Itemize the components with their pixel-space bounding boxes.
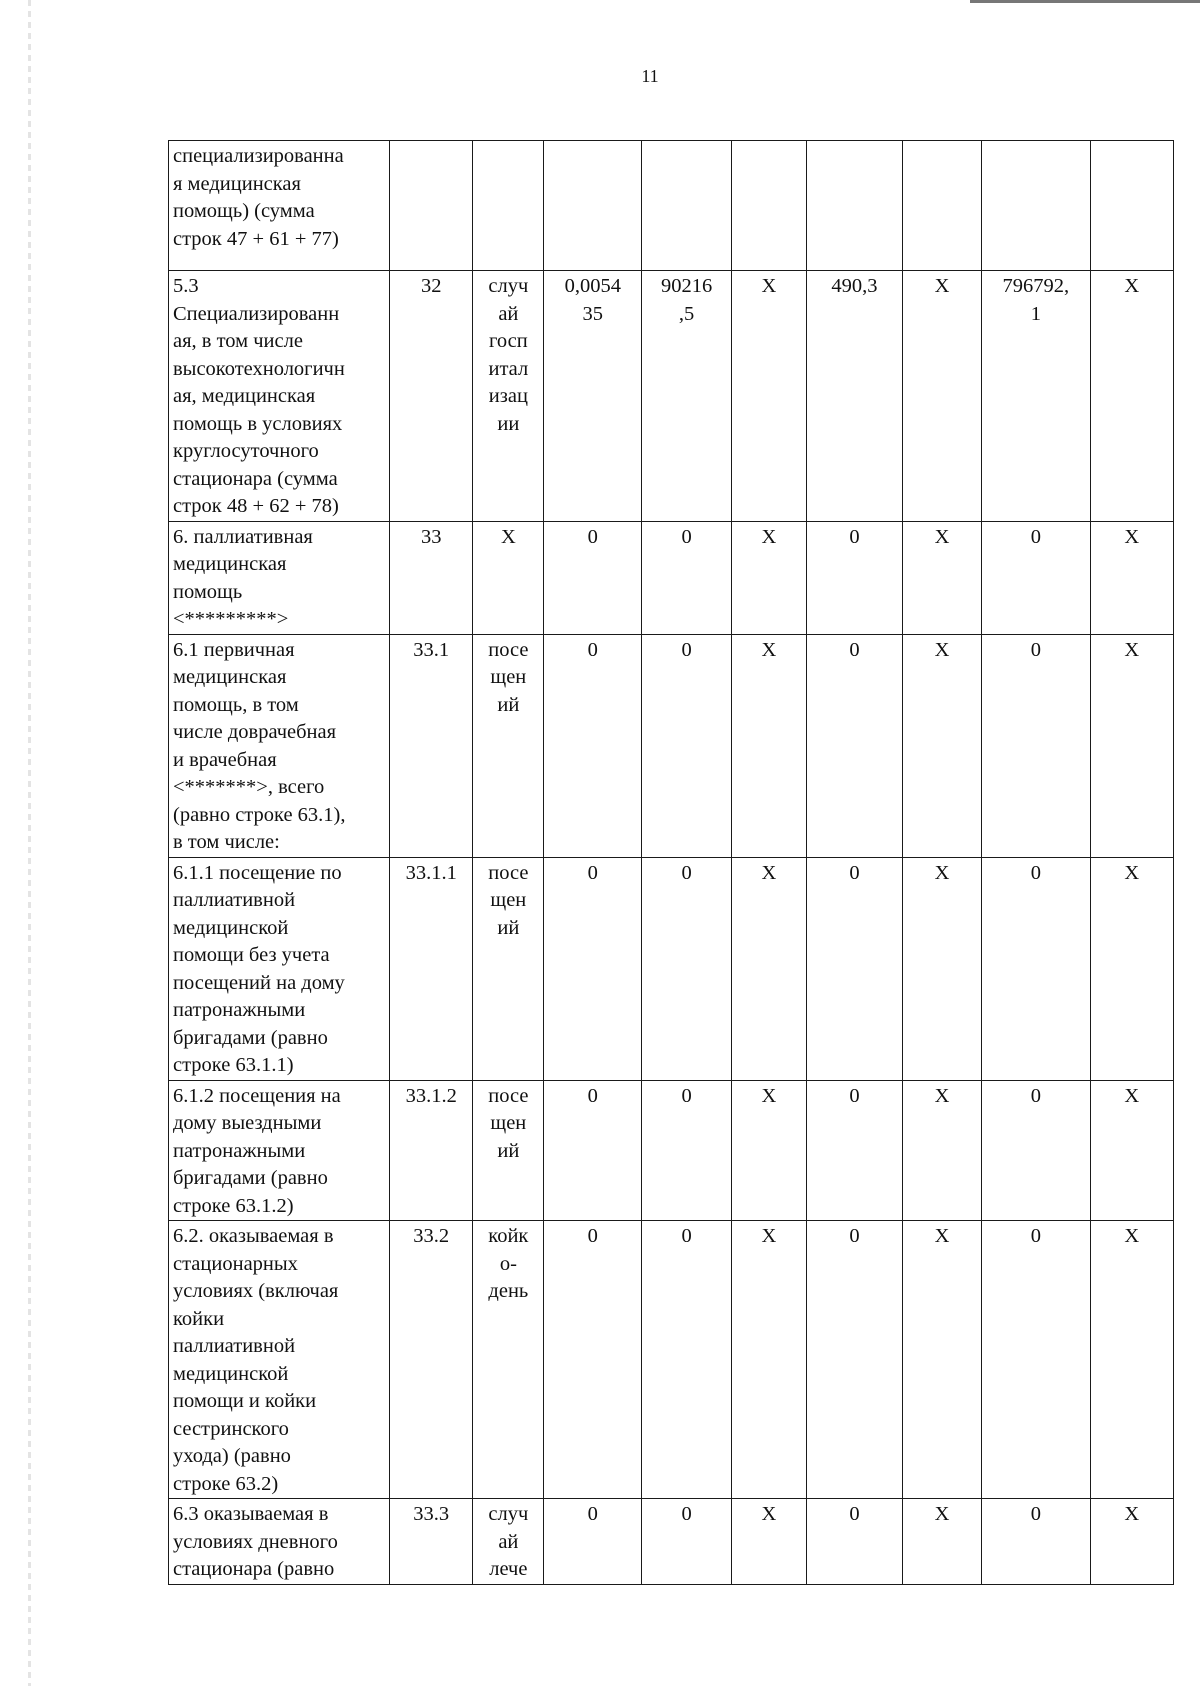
row-name-cell-text: 6.1 первичная медицинская помощь, в том числе доврачебная и врачебная <*******>, всего (равно строке 63.1), в том числе: xyxy=(173,638,346,853)
unit-cell-text: посе щен ий xyxy=(488,861,529,939)
value-cell xyxy=(902,1499,981,1585)
row-number-cell-text: 33.2 xyxy=(413,1225,450,1247)
value-cell-text: 0 xyxy=(1030,1503,1041,1525)
value-cell xyxy=(982,634,1090,857)
value-cell xyxy=(731,1080,806,1221)
value-cell-text: Х xyxy=(761,1225,777,1247)
table-row xyxy=(169,141,1174,271)
row-name-cell xyxy=(169,634,390,857)
value-cell-text: 0,0054 35 xyxy=(564,275,621,325)
value-cell-text: Х xyxy=(934,275,950,297)
row-number-cell xyxy=(390,1080,473,1221)
value-cell-text: 0 xyxy=(587,525,598,548)
value-cell xyxy=(544,521,642,634)
value-cell-text: 0 xyxy=(681,525,692,548)
value-cell-text: 0 xyxy=(1030,525,1041,548)
value-cell xyxy=(1090,857,1173,1080)
value-cell xyxy=(1090,634,1173,857)
value-cell xyxy=(1090,1221,1173,1499)
value-cell xyxy=(544,141,642,271)
value-cell xyxy=(642,141,732,271)
value-cell xyxy=(642,1221,732,1499)
scan-edge xyxy=(28,0,31,1686)
value-cell xyxy=(806,521,902,634)
value-cell-text: 0 xyxy=(1030,1225,1041,1247)
row-number-cell-text: 33.1.2 xyxy=(405,1084,457,1107)
value-cell-text: 0 xyxy=(587,638,598,661)
table-row xyxy=(169,271,1174,522)
value-cell xyxy=(902,521,981,634)
value-cell xyxy=(982,1221,1090,1499)
row-name-cell-text: специализированна я медицинская помощь) (сумма строк 47 + 61 + 77) xyxy=(173,145,344,250)
unit-cell xyxy=(473,634,544,857)
value-cell-text: Х xyxy=(1124,525,1140,548)
value-cell xyxy=(544,1499,642,1585)
value-cell xyxy=(544,1221,642,1499)
value-cell-text: 0 xyxy=(849,1503,860,1525)
row-name-cell xyxy=(169,521,390,634)
value-cell xyxy=(902,1080,981,1221)
value-cell xyxy=(806,857,902,1080)
value-cell-text: Х xyxy=(934,525,950,548)
value-cell xyxy=(642,857,732,1080)
row-number-cell-text: 33.1.1 xyxy=(405,861,457,884)
row-number-cell xyxy=(390,1221,473,1499)
value-cell-text: 0 xyxy=(849,1225,860,1247)
value-cell xyxy=(642,634,732,857)
unit-cell xyxy=(473,857,544,1080)
value-cell-text: Х xyxy=(934,861,950,884)
value-cell-text: 0 xyxy=(849,861,860,884)
row-number-cell xyxy=(390,857,473,1080)
value-cell xyxy=(982,141,1090,271)
value-cell-text: 0 xyxy=(587,1503,598,1525)
unit-cell-text: случ ай лече xyxy=(488,1503,529,1580)
value-cell-text: Х xyxy=(1124,1503,1140,1525)
unit-cell xyxy=(473,521,544,634)
value-cell xyxy=(806,1221,902,1499)
row-name-cell-text: 5.3 Специализированн ая, в том числе высокотехнологичн ая, медицинская помощь в условиях круглосуточного стационара (сумма строк 48 + 62 + 78) xyxy=(173,275,345,517)
unit-cell-text: посе щен ий xyxy=(488,1084,529,1162)
value-cell-text: 90216 ,5 xyxy=(660,275,713,325)
row-name-cell xyxy=(169,1221,390,1499)
value-cell xyxy=(1090,1499,1173,1585)
unit-cell-text: Х xyxy=(500,525,516,548)
value-cell xyxy=(642,271,732,522)
value-cell xyxy=(902,141,981,271)
row-number-cell xyxy=(390,271,473,522)
value-cell-text: Х xyxy=(761,525,777,548)
row-number-cell xyxy=(390,141,473,271)
value-cell xyxy=(982,521,1090,634)
value-cell xyxy=(982,1080,1090,1221)
value-cell xyxy=(1090,141,1173,271)
value-cell xyxy=(544,271,642,522)
row-number-cell-text: 33.3 xyxy=(413,1503,450,1525)
value-cell xyxy=(806,1499,902,1585)
row-name-cell xyxy=(169,1080,390,1221)
value-cell-text: 0 xyxy=(681,1084,692,1107)
value-cell-text: Х xyxy=(761,275,777,297)
row-number-cell xyxy=(390,521,473,634)
value-cell-text: Х xyxy=(934,1225,950,1247)
value-cell xyxy=(902,857,981,1080)
value-cell xyxy=(1090,1080,1173,1221)
row-name-cell-text: 6.1.1 посещение по паллиативной медицинской помощи без учета посещений на дому патронажными бригадами (равно строке 63.1.1) xyxy=(173,861,345,1076)
unit-cell-text: случ ай госп итал изац ии xyxy=(488,275,529,435)
unit-cell xyxy=(473,1080,544,1221)
table-body xyxy=(169,141,1174,1585)
unit-cell xyxy=(473,271,544,522)
unit-cell xyxy=(473,141,544,271)
document-table-wrap xyxy=(168,140,1174,1585)
value-cell-text: Х xyxy=(1124,1084,1140,1107)
value-cell-text: Х xyxy=(1124,638,1140,661)
value-cell xyxy=(642,521,732,634)
row-number-cell-text: 33 xyxy=(420,525,442,548)
value-cell xyxy=(982,857,1090,1080)
value-cell xyxy=(544,857,642,1080)
value-cell-text: 796792, 1 xyxy=(1002,275,1070,325)
row-name-cell xyxy=(169,1499,390,1585)
value-cell-text: 0 xyxy=(587,1084,598,1107)
value-cell xyxy=(731,1221,806,1499)
row-number-cell-text: 33.1 xyxy=(413,638,450,661)
value-cell-text: 0 xyxy=(849,1084,860,1107)
value-cell-text: 0 xyxy=(681,638,692,661)
value-cell xyxy=(806,634,902,857)
value-cell-text: 0 xyxy=(587,1225,598,1247)
table-row xyxy=(169,857,1174,1080)
value-cell-text: Х xyxy=(761,638,777,661)
value-cell xyxy=(544,634,642,857)
value-cell-text: 0 xyxy=(681,861,692,884)
value-cell xyxy=(902,634,981,857)
value-cell-text: Х xyxy=(934,1503,950,1525)
document-table xyxy=(168,140,1174,1585)
row-number-cell xyxy=(390,1499,473,1585)
value-cell xyxy=(806,271,902,522)
value-cell xyxy=(731,857,806,1080)
row-name-cell xyxy=(169,857,390,1080)
value-cell xyxy=(806,141,902,271)
value-cell xyxy=(731,141,806,271)
unit-cell-text: койк о- день xyxy=(488,1225,529,1302)
value-cell xyxy=(544,1080,642,1221)
row-name-cell xyxy=(169,141,390,271)
value-cell xyxy=(731,271,806,522)
table-row xyxy=(169,521,1174,634)
value-cell xyxy=(642,1499,732,1585)
unit-cell xyxy=(473,1499,544,1585)
page-number: 11 xyxy=(641,66,659,86)
value-cell xyxy=(1090,271,1173,522)
table-row xyxy=(169,1080,1174,1221)
value-cell-text: Х xyxy=(761,861,777,884)
row-number-cell-text: 32 xyxy=(420,275,442,297)
row-name-cell-text: 6.2. оказываемая в стационарных условиях (включая койки паллиативной медицинской помощи и койки сестринского ухода) (равно строке 63.2) xyxy=(173,1225,339,1495)
table-row xyxy=(169,1499,1174,1585)
value-cell-text: 0 xyxy=(849,525,860,548)
value-cell-text: Х xyxy=(934,1084,950,1107)
value-cell-text: 0 xyxy=(681,1503,692,1525)
value-cell xyxy=(731,634,806,857)
value-cell-text: 0 xyxy=(849,638,860,661)
row-name-cell-text: 6. паллиативная медицинская помощь <*********> xyxy=(173,525,313,630)
row-name-cell-text: 6.1.2 посещения на дому выездными патронажными бригадами (равно строке 63.1.2) xyxy=(173,1084,341,1217)
row-name-cell-text: 6.3 оказываемая в условиях дневного стационара (равно xyxy=(173,1503,338,1580)
value-cell-text: 0 xyxy=(1030,1084,1041,1107)
value-cell-text: 0 xyxy=(587,861,598,884)
value-cell-text: 0 xyxy=(1030,638,1041,661)
value-cell xyxy=(731,1499,806,1585)
table-row xyxy=(169,1221,1174,1499)
value-cell xyxy=(642,1080,732,1221)
value-cell xyxy=(902,1221,981,1499)
value-cell xyxy=(806,1080,902,1221)
value-cell-text: Х xyxy=(1124,1225,1140,1247)
row-name-cell xyxy=(169,271,390,522)
value-cell xyxy=(731,521,806,634)
value-cell xyxy=(1090,521,1173,634)
value-cell xyxy=(902,271,981,522)
value-cell-text: 490,3 xyxy=(831,275,878,297)
value-cell xyxy=(982,271,1090,522)
value-cell-text: Х xyxy=(1124,861,1140,884)
table-row xyxy=(169,634,1174,857)
unit-cell-text: посе щен ий xyxy=(488,638,529,716)
value-cell-text: 0 xyxy=(681,1225,692,1247)
row-number-cell xyxy=(390,634,473,857)
value-cell-text: Х xyxy=(1124,275,1140,297)
value-cell xyxy=(982,1499,1090,1585)
scan-top-line xyxy=(970,0,1200,3)
value-cell-text: Х xyxy=(934,638,950,661)
value-cell-text: 0 xyxy=(1030,861,1041,884)
value-cell-text: Х xyxy=(761,1503,777,1525)
value-cell-text: Х xyxy=(761,1084,777,1107)
unit-cell xyxy=(473,1221,544,1499)
